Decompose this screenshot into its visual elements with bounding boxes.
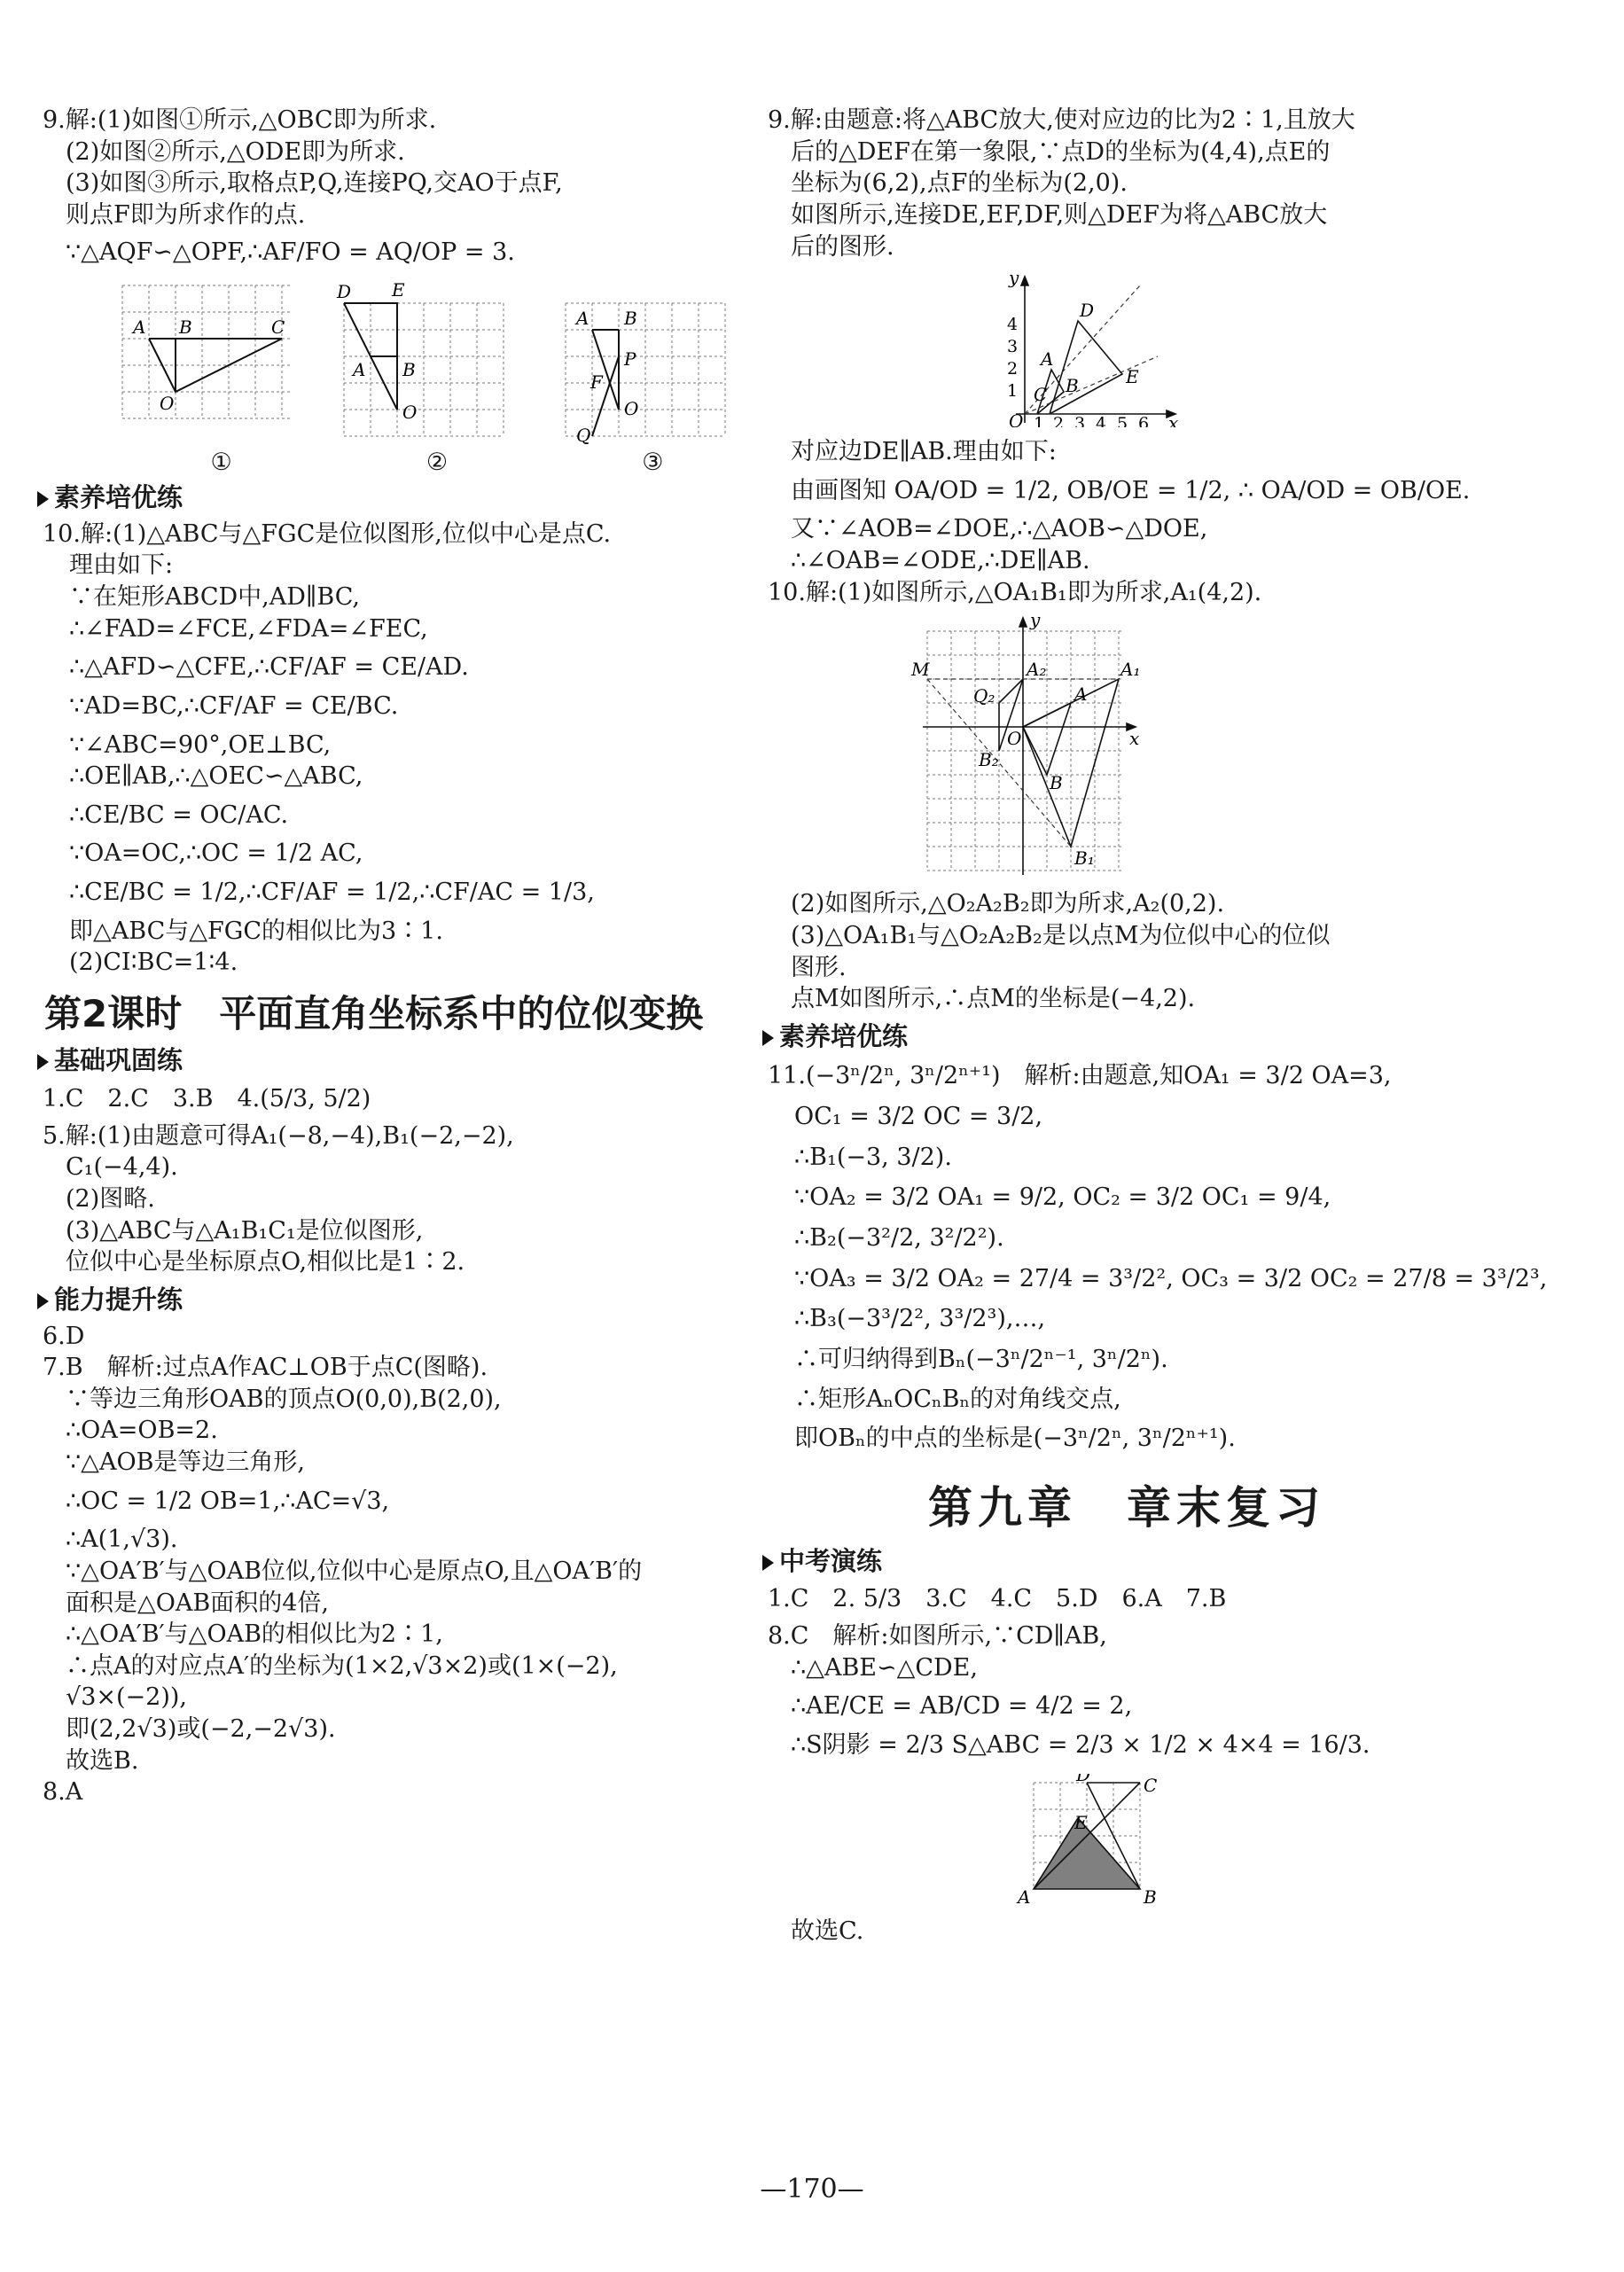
grid-axis-x: x bbox=[1129, 728, 1140, 750]
section-marker-icon bbox=[762, 1030, 774, 1046]
r-q10-line: 10.解:(1)如图所示,△OA₁B₁即为所求,A₁(4,2). bbox=[768, 578, 1262, 606]
fig3-label-O: O bbox=[624, 398, 639, 420]
figure-def-coordinate bbox=[768, 268, 1486, 427]
section-heading-improve: 素养培优练 bbox=[37, 481, 761, 515]
grid-label-Q2: Q₂ bbox=[973, 685, 995, 707]
figure-1-grid bbox=[113, 277, 300, 427]
q9-line-1: 9.解:(1)如图①所示,△OBC即为所求. bbox=[43, 106, 437, 134]
section-marker-icon bbox=[37, 1293, 49, 1309]
grid-label-A1: A₁ bbox=[1120, 659, 1141, 681]
grid-label-A: A bbox=[1074, 683, 1088, 706]
ability-line: √3×(−2)), bbox=[66, 1683, 187, 1712]
fig3-label-B: B bbox=[624, 308, 637, 330]
fig3-label-P: P bbox=[624, 348, 636, 371]
q9-line-3: (3)如图③所示,取格点P,Q,连接PQ,交AO于点F, bbox=[66, 169, 563, 198]
def-label-D: D bbox=[1080, 300, 1095, 322]
figure-grid-coordinate bbox=[768, 613, 1486, 879]
exam-line: 8.C 解析:如图所示,∵CD∥AB, bbox=[768, 1622, 1107, 1650]
section-marker-icon bbox=[37, 1054, 49, 1070]
grid-label-O: O bbox=[1007, 728, 1022, 750]
def-tick-x3: 3 bbox=[1074, 414, 1086, 428]
fig1-label-B: B bbox=[179, 316, 192, 339]
q10-line: ∴OE∥AB,∴△OEC∽△ABC, bbox=[69, 762, 363, 791]
q11-line: ∴矩形AₙOCₙBₙ的对角线交点, bbox=[794, 1386, 1121, 1414]
grid-label-A2: A₂ bbox=[1027, 659, 1047, 681]
ability-line: 7.B 解析:过点A作AC⊥OB于点C(图略). bbox=[43, 1354, 488, 1382]
q11-line: ∵OA₃ = 3/2 OA₂ = 27/4 = 3³/2², OC₃ = 3/2 OC₂ = 27/8 = 3³/2³, bbox=[794, 1264, 1548, 1292]
q11-line: 即OBₙ的中点的坐标是(−3ⁿ/2ⁿ, 3ⁿ/2ⁿ⁺¹). bbox=[794, 1425, 1236, 1453]
basic-line: C₁(−4,4). bbox=[66, 1153, 178, 1182]
r-q9-line: 后的△DEF在第一象限,∵点D的坐标为(4,4),点E的 bbox=[791, 137, 1331, 166]
basic-line: (2)图略. bbox=[66, 1185, 155, 1213]
q11-line: ∴B₃(−3³/2², 3³/2³),…, bbox=[794, 1305, 1046, 1333]
q10-line: 即△ABC与△FGC的相似比为3∶1. bbox=[69, 917, 443, 945]
def-label-A: A bbox=[1041, 348, 1054, 371]
def-label-C: C bbox=[1034, 384, 1048, 406]
fig1-label-O: O bbox=[160, 393, 175, 415]
shade-label-A: A bbox=[1018, 1886, 1031, 1907]
fig1-label-C: C bbox=[271, 316, 285, 339]
def-label-E: E bbox=[1126, 366, 1139, 388]
q10-line: 理由如下: bbox=[69, 551, 174, 580]
q10-line: 10.解:(1)△ABC与△FGC是位似图形,位似中心是点C. bbox=[43, 519, 612, 548]
grid-label-M: M bbox=[911, 659, 930, 681]
def-label-B: B bbox=[1066, 375, 1079, 397]
r-q9-line: 如图所示,连接DE,EF,DF,则△DEF为将△ABC放大 bbox=[791, 200, 1328, 229]
def-tick-x1: 1 bbox=[1034, 414, 1045, 428]
grid-label-B: B bbox=[1050, 772, 1063, 794]
section-marker-icon bbox=[762, 1555, 774, 1571]
section-heading-exam: 中考演练 bbox=[762, 1545, 1486, 1579]
fig3-label-A: A bbox=[576, 308, 589, 330]
basic-line: 1.C 2.C 3.B 4.(5/3, 5/2) bbox=[43, 1085, 371, 1113]
r-q10-after: (2)如图所示,△O₂A₂B₂即为所求,A₂(0,2). bbox=[791, 890, 1225, 918]
section-marker-icon bbox=[37, 491, 49, 507]
right-column bbox=[768, 105, 1548, 1947]
figure-captions bbox=[113, 449, 761, 476]
exam-line: ∴S阴影 = 2/3 S△ABC = 2/3 × 1/2 × 4×4 = 16/3. bbox=[791, 1730, 1370, 1759]
def-tick-y4: 4 bbox=[1007, 315, 1019, 335]
ability-line: 故选B. bbox=[66, 1746, 139, 1775]
r-q9-line: 9.解:由题意:将△ABC放大,使对应边的比为2∶1,且放大 bbox=[768, 106, 1355, 134]
q11-line: 11.(−3ⁿ/2ⁿ, 3ⁿ/2ⁿ⁺¹) 解析:由题意,知OA₁ = 3/2 OA=3, bbox=[768, 1062, 1392, 1090]
def-axis-y: y bbox=[1009, 268, 1019, 289]
section-heading-ability: 能力提升练 bbox=[37, 1284, 761, 1317]
r-q9-line: 后的图形. bbox=[791, 232, 894, 261]
ability-line: ∵等边三角形OAB的顶点O(0,0),B(2,0), bbox=[66, 1385, 502, 1413]
caption-1: ① bbox=[210, 449, 232, 477]
def-tick-x4: 4 bbox=[1096, 414, 1107, 428]
exam-line: 1.C 2. 5/3 3.C 4.C 5.D 6.A 7.B bbox=[768, 1585, 1227, 1613]
ability-line: ∵△OA′B′与△OAB位似,位似中心是原点O,且△OA′B′的 bbox=[66, 1557, 643, 1585]
ability-line: 6.D bbox=[43, 1322, 85, 1350]
def-axis-x: x bbox=[1168, 412, 1179, 428]
r-q10-after: 点M如图所示,∴点M的坐标是(−4,2). bbox=[791, 985, 1196, 1013]
q11-line: ∵OA₂ = 3/2 OA₁ = 9/2, OC₂ = 3/2 OC₁ = 9/4, bbox=[794, 1183, 1331, 1212]
r-q10-after: 图形. bbox=[791, 953, 847, 981]
q10-line: ∴CE/BC = 1/2,∴CF/AF = 1/2,∴CF/AC = 1/3, bbox=[69, 878, 595, 907]
q11-line: OC₁ = 3/2 OC = 3/2, bbox=[794, 1103, 1043, 1131]
def-tick-y3: 3 bbox=[1007, 337, 1019, 357]
basic-line: 5.解:(1)由题意可得A₁(−8,−4),B₁(−2,−2), bbox=[43, 1121, 514, 1150]
r-q9-after: 由画图知 OA/OD = 1/2, OB/OE = 1/2, ∴ OA/OD = OB/OE. bbox=[791, 476, 1471, 504]
exam-end: 故选C. bbox=[791, 1917, 864, 1945]
fig2-label-B: B bbox=[402, 359, 416, 381]
ability-line: ∵△AOB是等边三角形, bbox=[66, 1448, 305, 1477]
grid-label-B1: B₁ bbox=[1074, 847, 1095, 870]
figure-shaded-triangle bbox=[768, 1774, 1486, 1907]
def-tick-y2: 2 bbox=[1007, 359, 1019, 379]
q10-line: ∴△AFD∽△CFE,∴CF/AF = CE/AD. bbox=[69, 653, 469, 682]
r-q9-after: ∴∠OAB=∠ODE,∴DE∥AB. bbox=[791, 547, 1090, 574]
q10-line: ∴∠FAD=∠FCE,∠FDA=∠FEC, bbox=[69, 614, 428, 643]
caption-2: ② bbox=[426, 449, 449, 477]
q11-line: ∴B₁(−3, 3/2). bbox=[794, 1143, 952, 1171]
q11-line: ∴B₂(−3²/2, 3²/2²). bbox=[794, 1223, 1004, 1252]
figure-3-grid bbox=[557, 277, 743, 445]
def-label-O: O bbox=[1009, 410, 1024, 428]
fig2-label-A: A bbox=[353, 359, 366, 381]
q9-figures bbox=[113, 277, 761, 445]
q10-line: ∵OA=OC,∴OC = 1/2 AC, bbox=[69, 839, 363, 868]
exam-line: ∴AE/CE = AB/CD = 4/2 = 2, bbox=[791, 1692, 1133, 1721]
grid-label-B2: B₂ bbox=[979, 749, 999, 771]
chapter-title: 第九章 章末复习 bbox=[928, 1480, 1325, 1534]
fig3-label-Q: Q bbox=[576, 425, 591, 446]
fig2-label-D: D bbox=[337, 281, 352, 303]
r-q9-after: 又∵∠AOB=∠DOE,∴△AOB∽△DOE, bbox=[791, 515, 1208, 543]
grid-axis-y: y bbox=[1030, 613, 1041, 631]
ability-line: ∴△OA′B′与△OAB的相似比为2∶1, bbox=[66, 1620, 443, 1649]
r-q9-line: 坐标为(6,2),点F的坐标为(2,0). bbox=[791, 169, 1128, 198]
basic-line: (3)△ABC与△A₁B₁C₁是位似图形, bbox=[66, 1216, 424, 1245]
q10-line: (2)CI∶BC=1∶4. bbox=[69, 949, 238, 977]
fig2-label-E: E bbox=[392, 279, 405, 301]
q10-line: ∴CE/BC = OC/AC. bbox=[69, 800, 289, 829]
q9-line-5: ∵△AQF∽△OPF,∴AF/FO = AQ/OP = 3. bbox=[66, 238, 515, 266]
section-heading-improve-right: 素养培优练 bbox=[762, 1020, 1486, 1054]
def-tick-x2: 2 bbox=[1053, 414, 1065, 428]
shade-label-C: C bbox=[1144, 1774, 1158, 1796]
left-column bbox=[43, 105, 761, 1808]
r-q10-after: (3)△OA₁B₁与△O₂A₂B₂是以点M为位似中心的位似 bbox=[791, 921, 1331, 949]
lesson-title: 第2课时 平面直角坐标系中的位似变换 bbox=[44, 991, 704, 1035]
q10-line: ∵AD=BC,∴CF/AF = CE/BC. bbox=[69, 691, 399, 720]
exam-line: ∴△ABE∽△CDE, bbox=[791, 1653, 978, 1682]
def-tick-x5: 5 bbox=[1117, 414, 1128, 428]
ability-line: ∴OC = 1/2 OB=1,∴AC=√3, bbox=[66, 1487, 390, 1515]
fig2-label-O: O bbox=[402, 402, 418, 424]
shade-label-E: E bbox=[1074, 1811, 1088, 1833]
page-number: —170— bbox=[760, 2174, 864, 2205]
fig3-label-F: F bbox=[590, 371, 603, 394]
caption-3: ③ bbox=[642, 449, 664, 477]
section-heading-basic: 基础巩固练 bbox=[37, 1044, 761, 1078]
r-q9-after: 对应边DE∥AB.理由如下: bbox=[791, 438, 1057, 466]
basic-line: 位似中心是坐标原点O,相似比是1∶2. bbox=[66, 1248, 465, 1277]
ability-line: 即(2,2√3)或(−2,−2√3). bbox=[66, 1715, 336, 1744]
figure-2-grid bbox=[335, 277, 521, 445]
def-tick-x6: 6 bbox=[1138, 414, 1150, 428]
ability-line: ∴OA=OB=2. bbox=[66, 1417, 218, 1445]
q11-line: ∴可归纳得到Bₙ(−3ⁿ/2ⁿ⁻¹, 3ⁿ/2ⁿ). bbox=[794, 1345, 1168, 1373]
ability-line: ∴A(1,√3). bbox=[66, 1526, 178, 1554]
ability-line: ∴点A的对应点A′的坐标为(1×2,√3×2)或(1×(−2), bbox=[66, 1651, 618, 1680]
shade-label-D: D bbox=[1076, 1773, 1091, 1785]
ability-line: 8.A bbox=[43, 1778, 83, 1807]
q10-line: ∵∠ABC=90°,OE⊥BC, bbox=[69, 730, 332, 759]
ability-line: 面积是△OAB面积的4倍, bbox=[66, 1589, 329, 1617]
shade-label-B: B bbox=[1144, 1886, 1157, 1907]
q10-line: ∵在矩形ABCD中,AD∥BC, bbox=[69, 583, 360, 612]
fig1-label-A: A bbox=[133, 316, 146, 339]
def-tick-y1: 1 bbox=[1007, 381, 1019, 402]
q9-line-4: 则点F即为所求作的点. bbox=[66, 200, 306, 229]
q9-line-2: (2)如图②所示,△ODE即为所求. bbox=[66, 137, 405, 166]
